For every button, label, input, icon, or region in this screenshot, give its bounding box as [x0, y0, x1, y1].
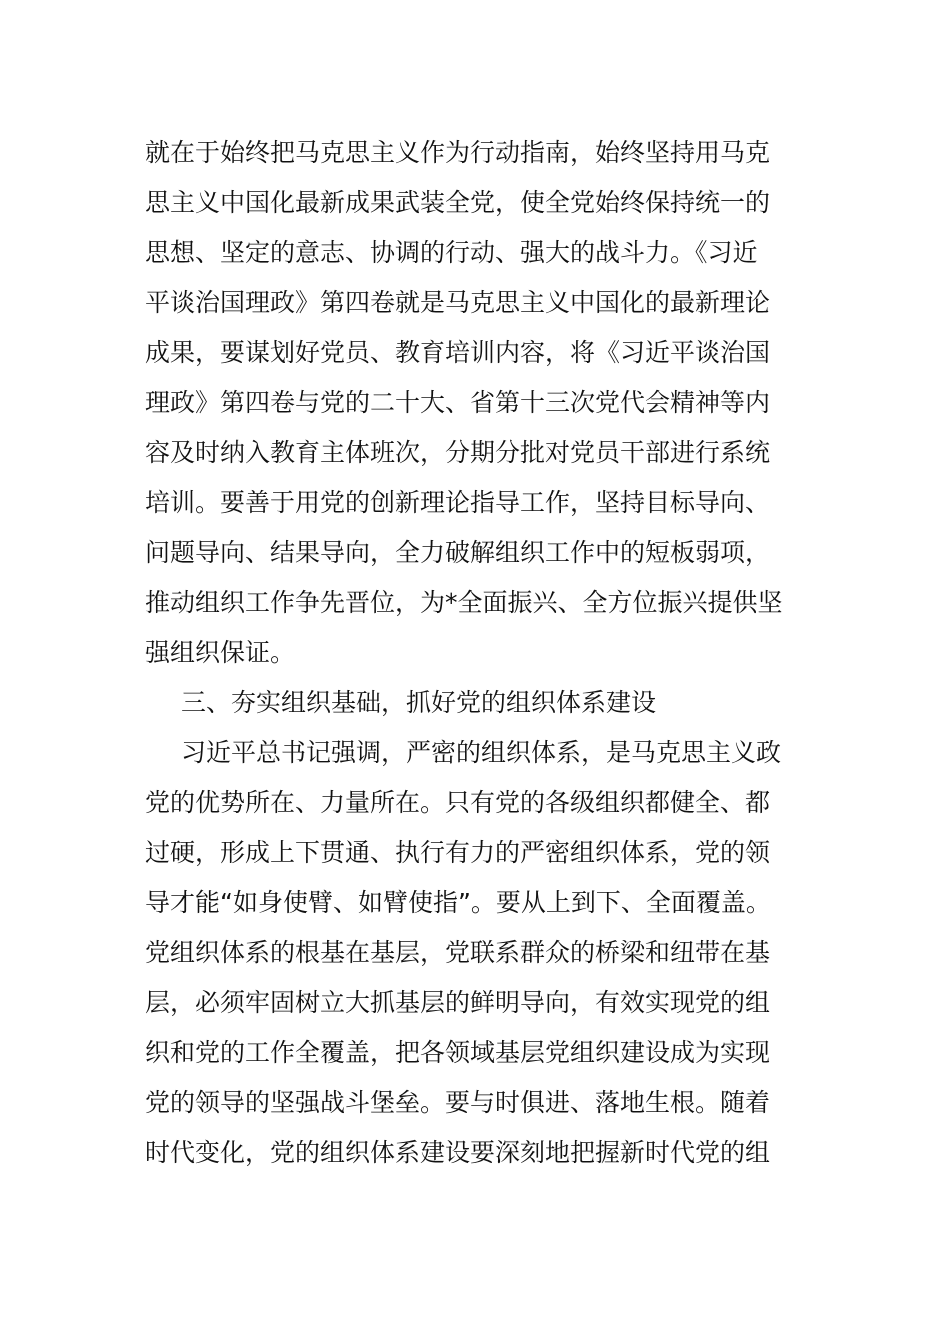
text-line: 织和党的工作全覆盖，把各领域基层党组织建设成为实现	[145, 1038, 771, 1067]
text-line: 时代变化，党的组织体系建设要深刻地把握新时代党的组	[145, 1138, 771, 1167]
text-line: 党组织体系的根基在基层，党联系群众的桥梁和纽带在基	[145, 938, 771, 967]
text-line: 思主义中国化最新成果武装全党，使全党始终保持统一的	[145, 188, 771, 217]
text-line: 平谈治国理政》第四卷就是马克思主义中国化的最新理论	[145, 288, 771, 317]
text-line: 党的领导的坚强战斗堡垒。要与时俱进、落地生根。随着	[145, 1088, 771, 1117]
text-line: 导才能“如身使臂、如臂使指”。要从上到下、全面覆盖。	[145, 888, 771, 917]
text-line: 问题导向、结果导向，全力破解组织工作中的短板弱项，	[145, 538, 771, 567]
section-heading: 三、夯实组织基础，抓好党的组织体系建设	[181, 688, 657, 717]
text-line: 层，必须牢固树立大抓基层的鲜明导向，有效实现党的组	[145, 988, 771, 1017]
text-line: 成果，要谋划好党员、教育培训内容，将《习近平谈治国	[145, 338, 771, 367]
text-line: 理政》第四卷与党的二十大、省第十三次党代会精神等内	[145, 388, 771, 417]
text-line: 就在于始终把马克思主义作为行动指南，始终坚持用马克	[145, 138, 771, 167]
text-line: 思想、坚定的意志、协调的行动、强大的战斗力。《习近	[145, 238, 758, 267]
paragraph-start: 习近平总书记强调，严密的组织体系，是马克思主义政	[181, 738, 782, 767]
text-line: 培训。要善于用党的创新理论指导工作，坚持目标导向、	[145, 488, 771, 517]
text-line: 党的优势所在、力量所在。只有党的各级组织都健全、都	[145, 788, 771, 817]
text-line: 推动组织工作争先晋位，为*全面振兴、全方位振兴提供坚	[145, 588, 783, 617]
text-line: 容及时纳入教育主体班次，分期分批对党员干部进行系统	[145, 438, 771, 467]
text-line: 过硬，形成上下贯通、执行有力的严密组织体系，党的领	[145, 838, 771, 867]
body-text	[145, 128, 810, 1178]
text-line: 强组织保证。	[145, 638, 296, 667]
